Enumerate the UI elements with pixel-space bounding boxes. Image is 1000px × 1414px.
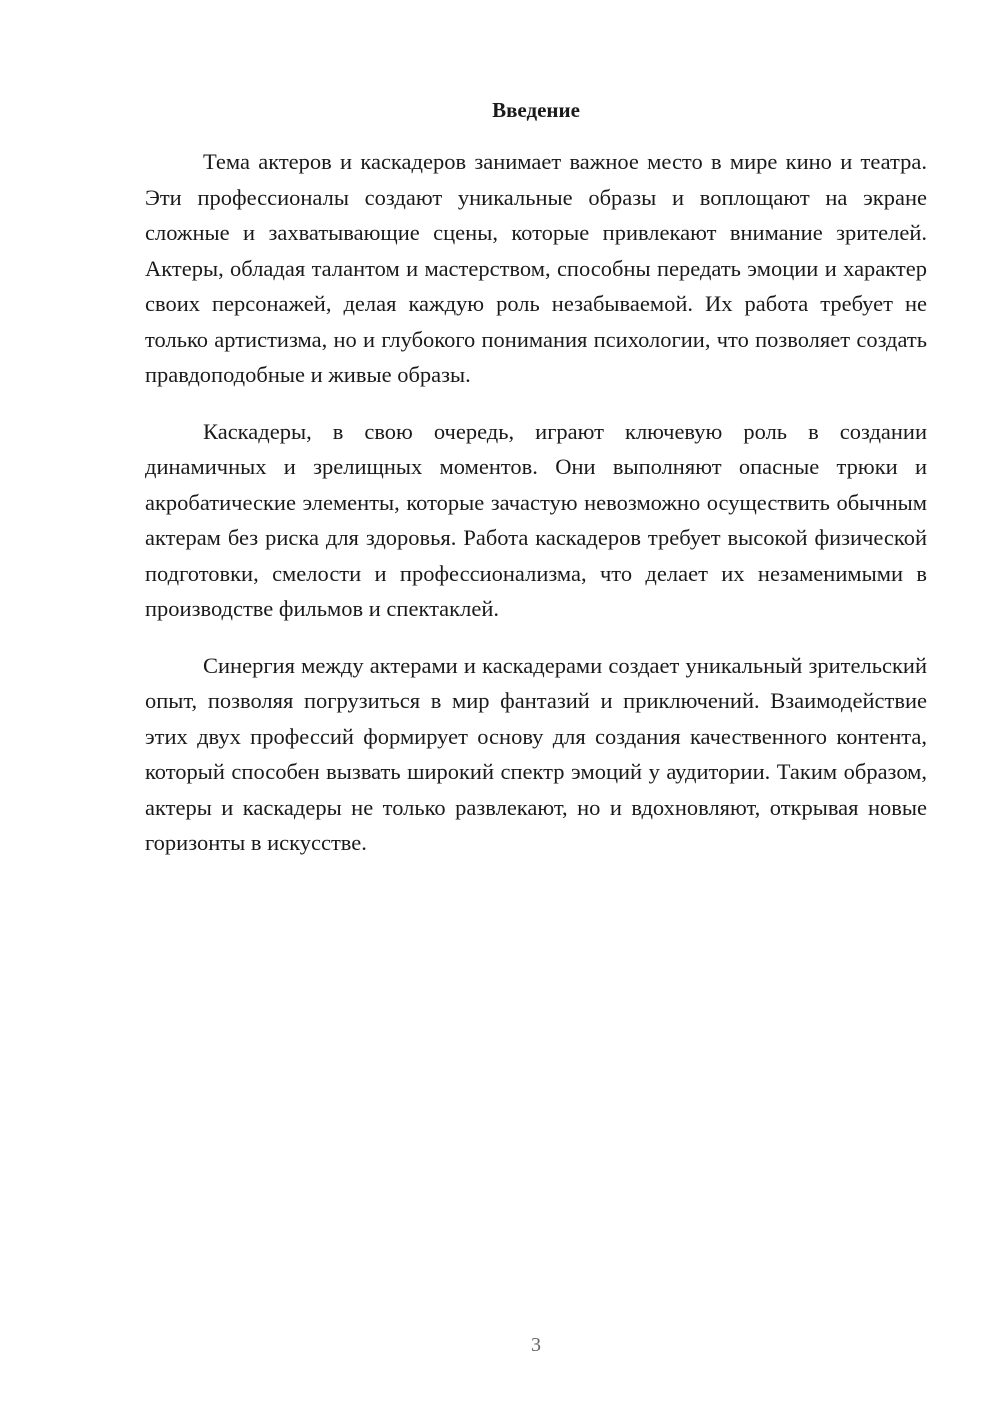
paragraph-3: Синергия между актерами и каскадерами создает уникальный зрительский опыт, позволяя погрузиться в мир фантазий и приключений. Взаимодействие этих двух профессий формирует основу для создания качественного контента, который способен вызвать широкий спектр эмоций у аудитории. Таким образом, актеры и каскадеры не только развлекают, но и вдохновляют, открывая новые горизонты в искусстве. — [145, 652, 927, 855]
paragraph-2: Каскадеры, в свою очередь, играют ключевую роль в создании динамичных и зрелищных моментов. Они выполняют опасные трюки и акробатические элементы, которые зачастую невозможно осуществить обычным актерам без риска для здоровья. Работа каскадеров требует высокой физической подготовки, смелости и профессионализма, что делает их незаменимыми в производстве фильмов и спектаклей. — [145, 418, 927, 621]
page-number: 3 — [531, 1334, 541, 1356]
page-content — [145, 96, 927, 861]
section-heading: Введение — [492, 98, 580, 122]
paragraph-1: Тема актеров и каскадеров занимает важное место в мире кино и театра. Эти профессионалы создают уникальные образы и воплощают на экране сложные и захватывающие сцены, которые привлекают внимание зрителей. Актеры, обладая талантом и мастерством, способны передать эмоции и характер своих персонажей, делая каждую роль незабываемой. Их работа требует не только артистизма, но и глубокого понимания психологии, что позволяет создать правдоподобные и живые образы. — [145, 149, 927, 387]
